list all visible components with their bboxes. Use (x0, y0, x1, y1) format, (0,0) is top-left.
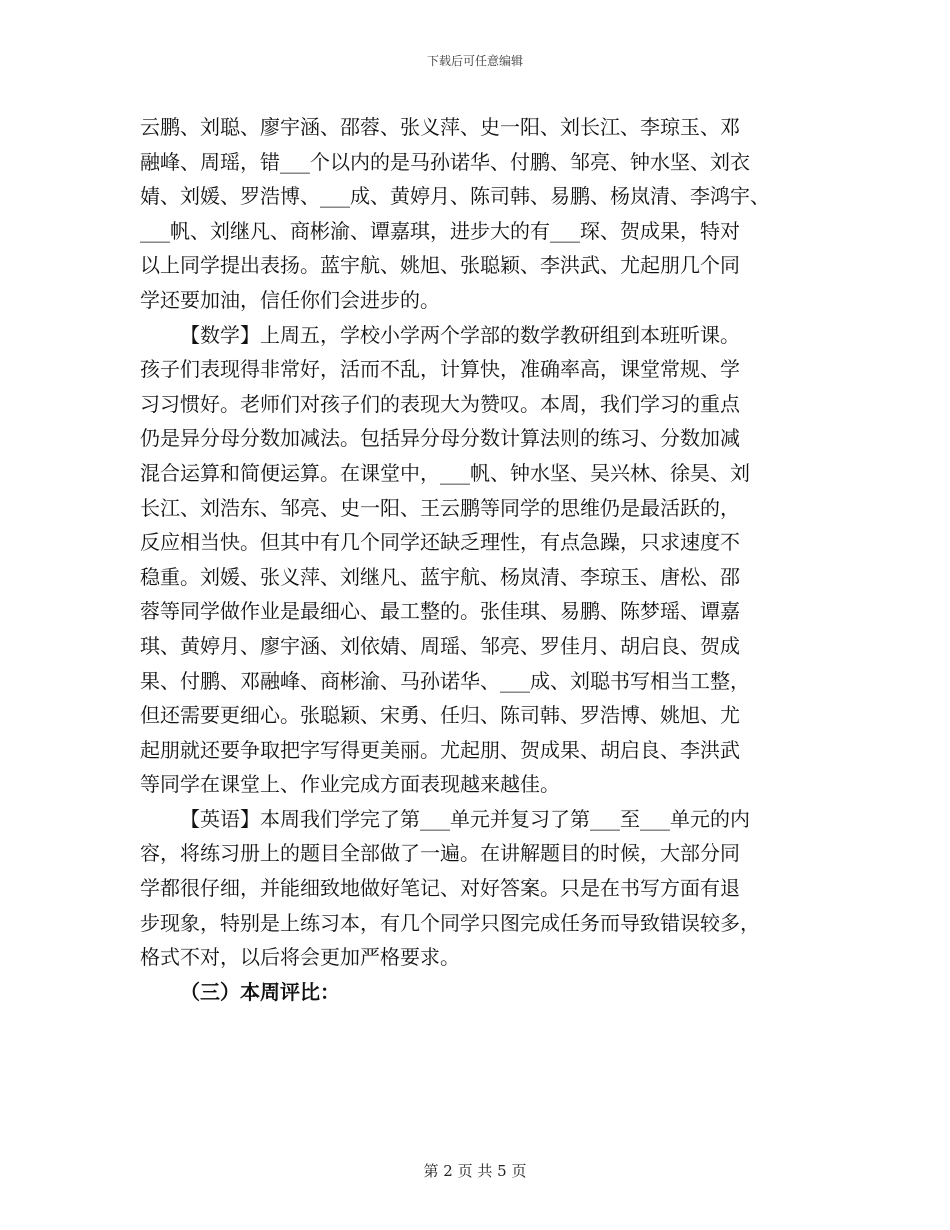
page-number-footer: 第 2 页 共 5 页 (423, 1162, 527, 1180)
text-line: 【英语】本周我们学完了第___单元并复习了第___至___单元的内 (180, 806, 750, 831)
text-line: ___帆、刘继凡、商彬渝、谭嘉琪，进步大的有___琛、贺成果，特对 (140, 218, 740, 243)
paragraph-chinese-continuation (140, 110, 830, 318)
text-line: 长江、刘浩东、邹亮、史一阳、王云鹏等同学的思维仍是最活跃的， (140, 495, 740, 520)
text-line: 混合运算和简便运算。在课堂中，___帆、钟水坚、吴兴林、徐昊、刘 (140, 460, 750, 485)
text-line: 习习惯好。老师们对孩子们的表现大为赞叹。本周，我们学习的重点 (140, 391, 740, 416)
text-line: 步现象，特别是上练习本，有几个同学只图完成任务而导致错误较多， (140, 910, 760, 935)
text-line: 孩子们表现得非常好，活而不乱，计算快，准确率高，课堂常规、学 (140, 357, 740, 382)
text-line: 融峰、周瑶，错___个以内的是马孙诺华、付鹏、邹亮、钟水坚、刘衣 (140, 149, 750, 174)
text-line: 婧、刘媛、罗浩博、___成、黄婷月、陈司韩、易鹏、杨岚清、李鸿宇、 (140, 184, 770, 209)
text-line: 琪、黄婷月、廖宇涵、刘依婧、周瑶、邹亮、罗佳月、胡启良、贺成 (140, 633, 740, 658)
text-line: 蓉等同学做作业是最细心、最工整的。张佳琪、易鹏、陈梦瑶、谭嘉 (140, 599, 740, 624)
text-line: 稳重。刘媛、张义萍、刘继凡、蓝宇航、杨岚清、李琼玉、唐松、邵 (140, 564, 740, 589)
text-line: 但还需要更细心。张聪颖、宋勇、任归、陈司韩、罗浩博、姚旭、尤 (140, 703, 740, 728)
text-line: 容，将练习册上的题目全部做了一遍。在讲解题目的时候，大部分同 (140, 841, 740, 866)
text-line: 以上同学提出表扬。蓝宇航、姚旭、张聪颖、李洪武、尤起朋几个同 (140, 253, 740, 278)
text-line: 【数学】上周五，学校小学两个学部的数学教研组到本班听课。 (180, 322, 740, 347)
text-line: 云鹏、刘聪、廖宇涵、邵蓉、张义萍、史一阳、刘长江、李琼玉、邓 (140, 115, 740, 139)
text-line: 仍是异分母分数加减法。包括异分母分数计算法则的练习、分数加减 (140, 426, 740, 451)
document-body (140, 110, 830, 1009)
text-line: 学还要加油，信任你们会进步的。 (140, 287, 440, 312)
text-line: 起朋就还要争取把字写得更美丽。尤起朋、贺成果、胡启良、李洪武 (140, 737, 740, 762)
section-heading: （三）本周评比： (180, 979, 340, 1004)
paragraph-english (140, 802, 830, 975)
page-header: 下载后可任意编辑 (426, 54, 523, 68)
text-line: 果、付鹏、邓融峰、商彬渝、马孙诺华、___成、刘聪书写相当工整， (140, 668, 750, 693)
text-line: 等同学在课堂上、作业完成方面表现越来越佳。 (140, 772, 560, 797)
text-line: 格式不对，以后将会更加严格要求。 (140, 945, 460, 970)
paragraph-math (140, 318, 830, 802)
text-line: 学都很仔细，并能细致地做好笔记、对好答案。只是在书写方面有退 (140, 876, 740, 901)
text-line: 反应相当快。但其中有几个同学还缺乏理性，有点急躁，只求速度不 (140, 530, 740, 555)
